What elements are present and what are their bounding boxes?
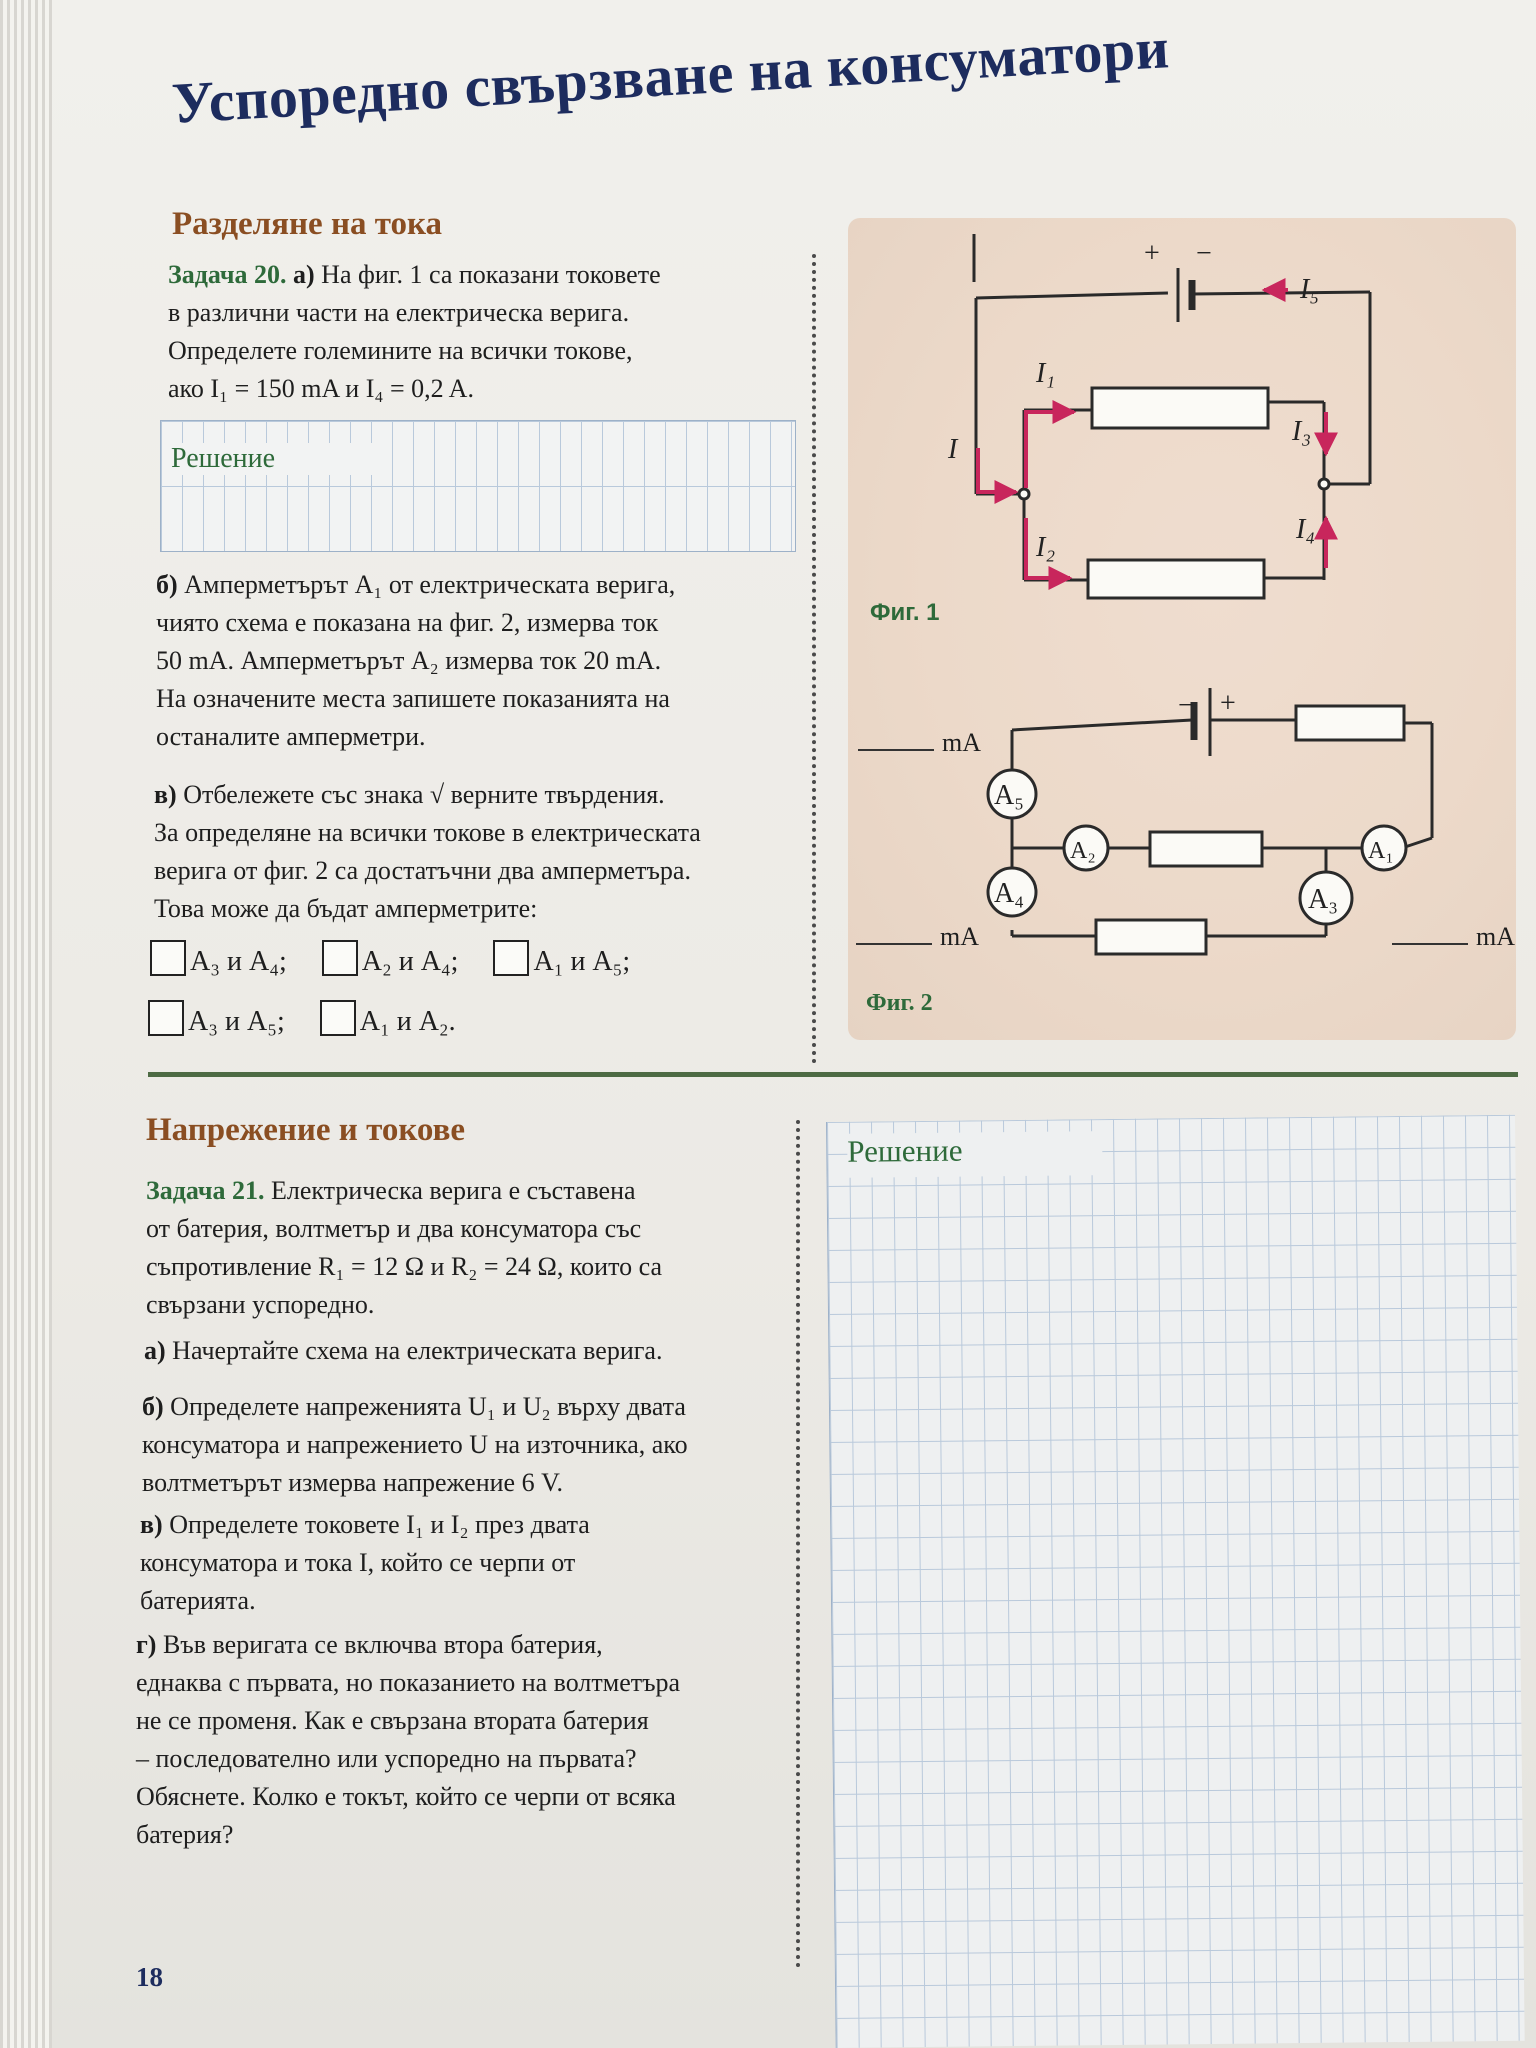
arrow-I xyxy=(978,448,1016,492)
current-label-I5: I₅ xyxy=(1300,274,1320,305)
task-20-v-block xyxy=(154,776,784,928)
battery-plus-label: + xyxy=(1144,238,1160,269)
unit-label: mA xyxy=(1476,922,1515,951)
task-21-line: съпротивление R₁ = 12 Ω и R₂ = 24 Ω, които са xyxy=(146,1252,662,1281)
current-label-I: I xyxy=(948,434,958,465)
page-title: Успоредно свързване на консуматори xyxy=(170,15,1172,136)
task-20-v-line: верига от фиг. 2 са достатъчни два амперметъра. xyxy=(154,856,691,885)
task-20-v-line: За определяне на всички токове в електрическата xyxy=(154,818,701,847)
option-label: A₂ и A₄; xyxy=(361,946,459,977)
task-21-line: свързани успоредно. xyxy=(146,1290,375,1319)
ammeter-a3-label: A₃ xyxy=(1308,884,1338,915)
section-heading-current-division: Разделяне на тока xyxy=(172,206,442,242)
current-label-I4: I₄ xyxy=(1296,514,1316,545)
option-label: A₁ и A₅; xyxy=(533,946,631,977)
task-20-a-line: в различни части на електрическа верига. xyxy=(168,298,630,327)
task-20-a-label: а) xyxy=(293,260,315,289)
task-21-b-label: б) xyxy=(142,1392,164,1421)
task-21-b-line: Определете напреженията U₁ и U₂ върху двата xyxy=(170,1392,686,1421)
junction-node xyxy=(1319,479,1329,489)
figure-2-caption: Фиг. 2 xyxy=(866,990,933,1016)
task-21-line: Електрическа верига е съставена xyxy=(271,1176,636,1205)
answer-blank[interactable] xyxy=(856,943,932,945)
task-21-label: Задача 21. xyxy=(146,1176,265,1205)
unit-label: mA xyxy=(940,922,979,951)
task-20-b-line: Амперметърът A₁ от електрическата верига, xyxy=(184,570,676,599)
checkbox[interactable] xyxy=(148,1000,184,1036)
wire xyxy=(1192,292,1370,294)
ammeter-a4-label: A₄ xyxy=(994,878,1024,909)
option-label: A₃ и A₅; xyxy=(188,1006,285,1037)
resistor-middle xyxy=(1150,832,1262,866)
checkbox[interactable] xyxy=(150,940,186,976)
task-21-g-line: батерия? xyxy=(136,1820,234,1849)
task-21-b-line: волтметърът измерва напрежение 6 V. xyxy=(142,1468,564,1497)
page-number: 18 xyxy=(136,1962,163,1992)
option-a3-a5[interactable] xyxy=(148,1000,285,1038)
task-21-a-block xyxy=(144,1332,774,1370)
option-a1-a2[interactable] xyxy=(320,1000,456,1038)
wire xyxy=(976,293,1168,298)
task-21-line: от батерия, волтметър и два консуматора със xyxy=(146,1214,642,1243)
task-20-a-block xyxy=(168,256,798,408)
option-a3-a4[interactable] xyxy=(150,940,287,978)
task-20-v-line: Отбележете със знака √ верните твърдения. xyxy=(183,780,665,809)
task-21-g-line: Обяснете. Колко е токът, който се черпи от всяка xyxy=(136,1782,676,1811)
task-21-v-line: батерията. xyxy=(140,1586,256,1615)
task-20-label: Задача 20. xyxy=(168,260,287,289)
task-20-v-line: Това може да бъдат амперметрите: xyxy=(154,894,538,923)
task-21-a-label: а) xyxy=(144,1336,166,1365)
answer-field-a5[interactable] xyxy=(858,728,981,758)
section-heading-voltage-currents: Напрежение и токове xyxy=(146,1112,466,1148)
dotted-separator xyxy=(812,254,816,1064)
current-label-I3: I₃ xyxy=(1292,416,1312,447)
battery-minus-label: − xyxy=(1196,238,1212,269)
solution-grid-task-20[interactable] xyxy=(160,420,796,552)
task-21-g-line: Във веригата се включва втора батерия, xyxy=(162,1630,603,1659)
task-21-v-block xyxy=(140,1506,770,1620)
task-20-a-line: Определете големините на всички токове, xyxy=(168,336,633,365)
task-21-g-block xyxy=(136,1626,766,1854)
task-21-block xyxy=(146,1172,776,1324)
unit-label: mA xyxy=(942,728,981,757)
resistor-1 xyxy=(1092,388,1268,428)
task-21-g-label: г) xyxy=(136,1630,157,1659)
ammeter-a5-label: A₅ xyxy=(994,780,1024,811)
task-20-a-line: ако I₁ = 150 mA и I₄ = 0,2 A. xyxy=(168,374,474,403)
checkbox-row-1 xyxy=(150,940,658,978)
answer-blank[interactable] xyxy=(858,749,934,751)
task-20-b-line: чиято схема е показана на фиг. 2, измерва ток xyxy=(156,608,659,637)
task-20-b-line: 50 mA. Амперметърът A₂ измерва ток 20 mA. xyxy=(156,646,662,675)
answer-field-a3[interactable] xyxy=(1392,922,1515,952)
task-21-a-line: Начертайте схема на електрическата верига. xyxy=(172,1336,663,1365)
resistor-top xyxy=(1296,706,1404,740)
circuit-figures xyxy=(848,218,1516,1040)
arrow-I1 xyxy=(1026,412,1074,488)
task-21-g-line: еднаква с първата, но показанието на волтметъра xyxy=(136,1668,681,1697)
fig2-minus-label: − xyxy=(1178,690,1194,721)
section-divider xyxy=(148,1072,1518,1077)
option-a1-a5[interactable] xyxy=(493,940,630,978)
task-20-b-line: останалите амперметри. xyxy=(156,722,426,751)
fig2-plus-label: + xyxy=(1220,688,1236,719)
option-label: A₁ и A₂. xyxy=(359,1006,456,1037)
task-21-v-line: консуматора и тока I, който се черпи от xyxy=(140,1548,576,1577)
checkbox[interactable] xyxy=(322,940,358,976)
solution-label: Решение xyxy=(171,443,385,475)
wire xyxy=(1012,720,1192,730)
solution-grid-task-21[interactable] xyxy=(826,1115,1525,2048)
junction-node xyxy=(1019,489,1029,499)
current-label-I1: I₁ xyxy=(1036,358,1056,389)
task-21-g-line: – последователно или успоредно на първата? xyxy=(136,1744,637,1773)
task-20-b-block xyxy=(156,566,786,756)
ammeter-a2-label: A₂ xyxy=(1070,838,1096,864)
resistor-2 xyxy=(1088,560,1264,598)
task-21-v-label: в) xyxy=(140,1510,163,1539)
checkbox[interactable] xyxy=(493,940,529,976)
checkbox[interactable] xyxy=(320,1000,356,1036)
task-21-v-line: Определете токовете I₁ и I₂ през двата xyxy=(169,1510,590,1539)
current-arrows xyxy=(978,290,1326,578)
option-label: A₃ и A₄; xyxy=(190,946,287,977)
dotted-separator xyxy=(796,1120,800,1968)
task-20-a-line: На фиг. 1 са показани токовете xyxy=(321,260,661,289)
option-a2-a4[interactable] xyxy=(322,940,459,978)
answer-blank[interactable] xyxy=(1392,943,1468,945)
figure-1-caption: Фиг. 1 xyxy=(870,599,940,626)
current-label-I2: I₂ xyxy=(1036,532,1056,563)
resistor-bottom xyxy=(1096,920,1206,954)
task-21-b-block xyxy=(142,1388,772,1502)
task-21-b-line: консуматора и напрежението U на източника, ако xyxy=(142,1430,688,1459)
solution-label: Решение xyxy=(847,1131,1103,1178)
task-21-g-line: не се променя. Как е свързана втората батерия xyxy=(136,1706,649,1735)
answer-field-a4[interactable] xyxy=(856,922,979,952)
task-20-b-line: На означените места запишете показанията на xyxy=(156,684,670,713)
figure-2-circuit xyxy=(988,688,1432,954)
checkbox-row-2 xyxy=(148,1000,484,1038)
ammeter-a1-label: A₁ xyxy=(1368,838,1394,864)
task-20-b-label: б) xyxy=(156,570,178,599)
task-20-v-label: в) xyxy=(154,780,177,809)
